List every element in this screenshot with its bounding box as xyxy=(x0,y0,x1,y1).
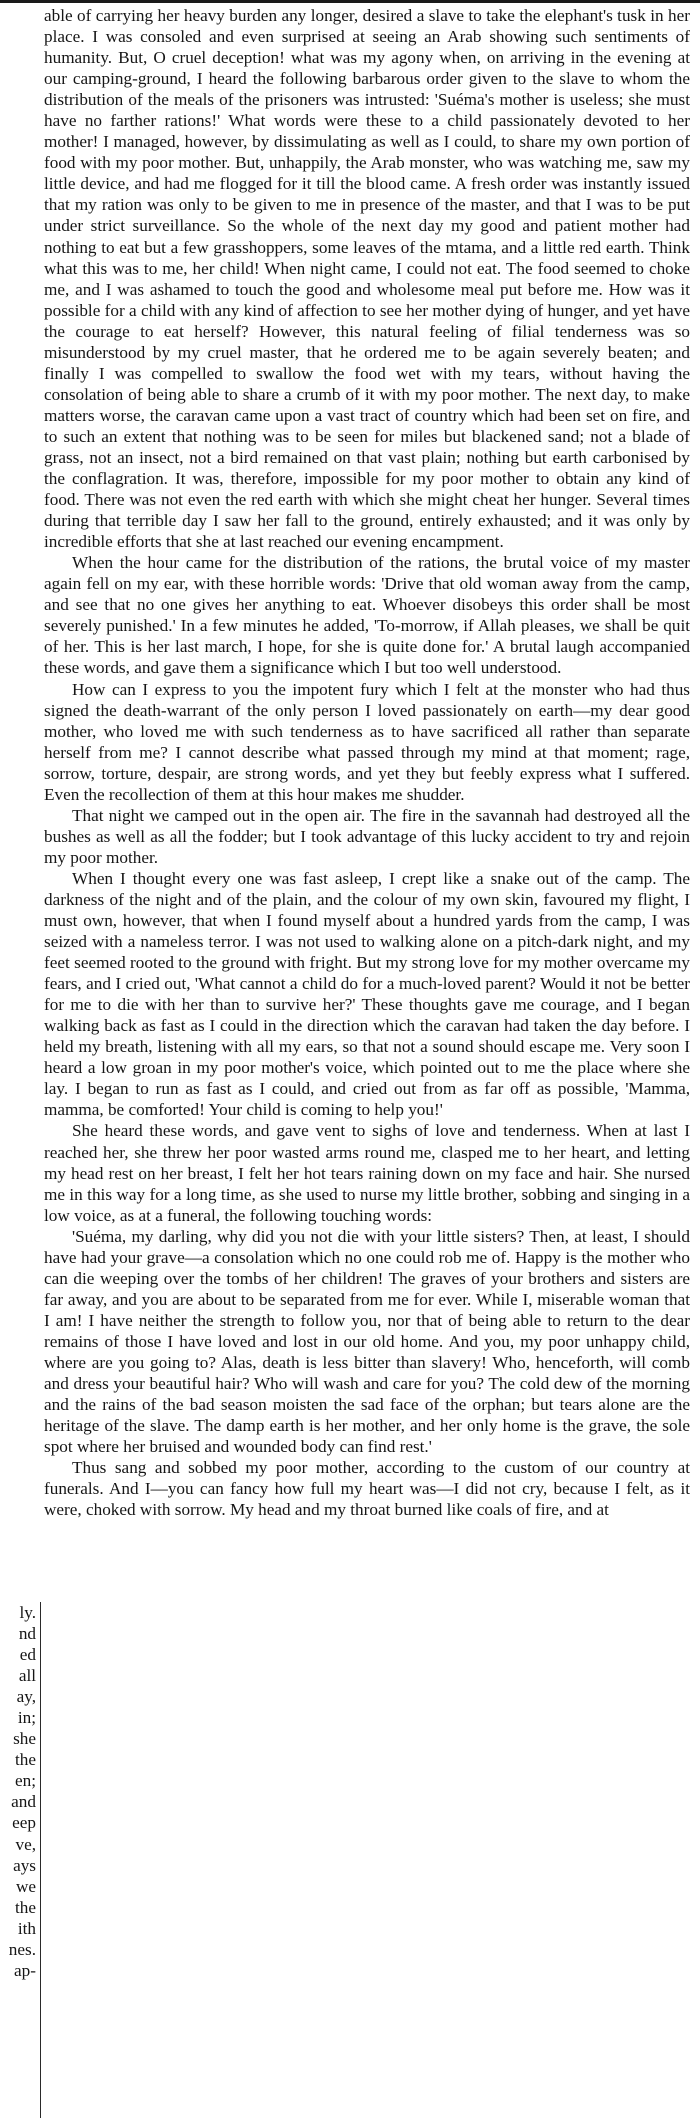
side-fragment-line: nd xyxy=(18,1624,36,1644)
side-fragment-line: the xyxy=(15,1750,36,1770)
paragraph-rations-order: When the hour came for the distribution of the rations, the brutal voice of my master again fell on my ear, with these horrible words: 'Drive that old woman away from the camp, and see that no one gives her anything to eat. Whoever disobeys this order shall be most severely punished.' In a few minutes he added, 'To-morrow, if Allah pleases, we shall be quit of her. This is her last march, I hope, for she is quite done for.' A brutal laugh accompanied these words, and gave them a significance which I but too well understood. xyxy=(44,553,690,678)
side-fragment-line: eep xyxy=(12,1813,36,1833)
side-fragment-line: ve, xyxy=(15,1834,36,1854)
paragraph-reunion: She heard these words, and gave vent to sighs of love and tenderness. When at last I reached her, she threw her poor wasted arms round me, clasped me to her heart, and letting my head rest on her breast, I felt her hot tears raining down on my face and hair. She nursed me in this way for a long time, as she used to nurse my little brother, sobbing and singing in a low voice, as at a funeral, the following touching words: xyxy=(44,1121,690,1225)
side-fragment-line: ith xyxy=(17,1918,36,1938)
side-fragment-line: ays xyxy=(13,1855,36,1875)
article-column xyxy=(44,5,690,2113)
paragraph-continued: able of carrying her heavy burden any longer, desired a slave to take the elephant's tusk in her place. I was consoled and even surprised at seeing an Arab showing such sentiments of humanity. But, O cruel deception! what was my agony when, on arriving in the evening at our camping-ground, I heard the following barbarous order given to the slave to whom the distribution of the meals of the prisoners was intrusted: 'Suéma's mother is useless; she must have no farther rations!' What words were these to a child passionately devoted to her mother! I managed, however, by dissimulating as well as I could, to share my own portion of food with my poor mother. But, unhappily, the Arab monster, who was watching me, saw my little device, and had me flogged for it till the blood came. A fresh order was instantly issued that my ration was only to be given to me in presence of the master, and that I was to be put under strict surveillance. So the whole of the next day my good and patient mother had nothing to eat but a few grasshoppers, some leaves of the mtama, and a little red earth. Think what this was to me, her child! When night came, I could not eat. The food seemed to choke me, and I was ashamed to touch the good and wholesome meal put before me. How was it possible for a child with any kind of affection to see her mother dying of hunger, and yet have the courage to eat herself? However, this natural feeling of filial tenderness was so misunderstood by my cruel master, that he ordered me to be again severely beaten; and finally I was compelled to swallow the food wet with my tears, without having the consolation of being able to share a crumb of it with my poor mother. The next day, to make matters worse, the caravan came upon a vast tract of country which had been set on fire, and to such an extent that nothing was to be seen for miles but blackened sand; not a blade of grass, not an insect, not a bird remained on that vast plain; nothing but earth carbonised by the conflagration. It was, therefore, impossible for my poor mother to obtain any kind of food. There was not even the red earth with which she might cheat her hunger. Several times during that terrible day I saw her fall to the ground, entirely exhausted; and it was only by incredible efforts that she at last reached our evening encampment. xyxy=(44,6,690,552)
side-fragment-line: nes. xyxy=(8,1939,36,1959)
top-rule xyxy=(0,0,700,3)
paragraph-funeral-song: 'Suéma, my darling, why did you not die with your little sisters? Then, at least, I should have had your grave—a consolation which no one could rob me of. Happy is the mother who can die weeping over the tombs of her children! The graves of your brothers and sisters are far away, and you are about to be separated from me for ever. While I, miserable woman that I am! I have neither the strength to follow you, nor that of being able to return to the dear remains of those I have loved and lost in our old home. And you, my poor unhappy child, where are you going to? Alas, death is less bitter than slavery! Who, henceforth, will comb and dress your beautiful hair? Who will wash and care for you? The cold dew of the morning and the rains of the bad season moisten the sad face of the orphan; but tears alone are the heritage of the slave. The damp earth is her mother, and her only home is the grave, the sole spot where her bruised and wounded body can find rest.' xyxy=(44,1226,690,1457)
side-fragment-line: we xyxy=(15,1876,36,1896)
side-fragment-line: ay, xyxy=(16,1687,36,1707)
paragraph-closing: Thus sang and sobbed my poor mother, according to the custom of our country at funerals. And I—you can fancy how full my heart was—I did not cry, because I felt, as it were, choked with sorrow. My head and my throat burned like coals of fire, and at xyxy=(44,1458,690,1520)
side-fragment-line: all xyxy=(18,1666,36,1686)
side-fragment-line: the xyxy=(15,1897,36,1917)
side-fragment-line: ed xyxy=(19,1645,36,1665)
side-fragment-line: en; xyxy=(15,1771,36,1791)
paragraph-camp-night: That night we camped out in the open air. The fire in the savannah had destroyed all the bushes as well as all the fodder; but I took advantage of this lucky accident to try and rejoin my poor mother. xyxy=(44,805,690,867)
side-fragment-line: in; xyxy=(17,1708,36,1728)
paragraph-impotent-fury: How can I express to you the impotent fury which I felt at the monster who had thus signed the death-warrant of the only person I loved passionately on earth—my dear good mother, who loved me with such tenderness as to have sacrificed all rather than separate herself from me? I cannot describe what passed through my mind at that moment; rage, sorrow, torture, despair, are strong words, and yet they but feebly express what I suffered. Even the recollection of them at this hour makes me shudder. xyxy=(44,679,690,804)
side-fragment-line: ly. xyxy=(19,1603,36,1622)
side-fragment-line: and xyxy=(11,1792,36,1812)
adjacent-column-fragment xyxy=(0,1602,41,2118)
side-fragment-line: ap- xyxy=(14,1960,36,1980)
side-fragment-line: she xyxy=(13,1729,36,1749)
paragraph-escape: When I thought every one was fast asleep, I crept like a snake out of the camp. The darkness of the night and of the plain, and the colour of my own skin, favoured my flight, I must own, however, that when I found myself about a hundred yards from the camp, I was seized with a nameless terror. I was not used to walking alone on a pitch-dark night, and my feet seemed rooted to the ground with fright. But my strong love for my mother overcame my fears, and I cried out, 'What cannot a child do for a much-loved parent? Would it not be better for me to die with her than to survive her?' These thoughts gave me courage, and I began walking back as fast as I could in the direction which the caravan had taken the day before. I held my breath, listening with all my ears, so that not a sound should escape me. Very soon I heard a low groan in my poor mother's voice, which pointed out to me the place where she lay. I began to run as fast as I could, and cried out from as far off as possible, 'Mamma, mamma, be comforted! Your child is coming to help you!' xyxy=(44,868,690,1120)
